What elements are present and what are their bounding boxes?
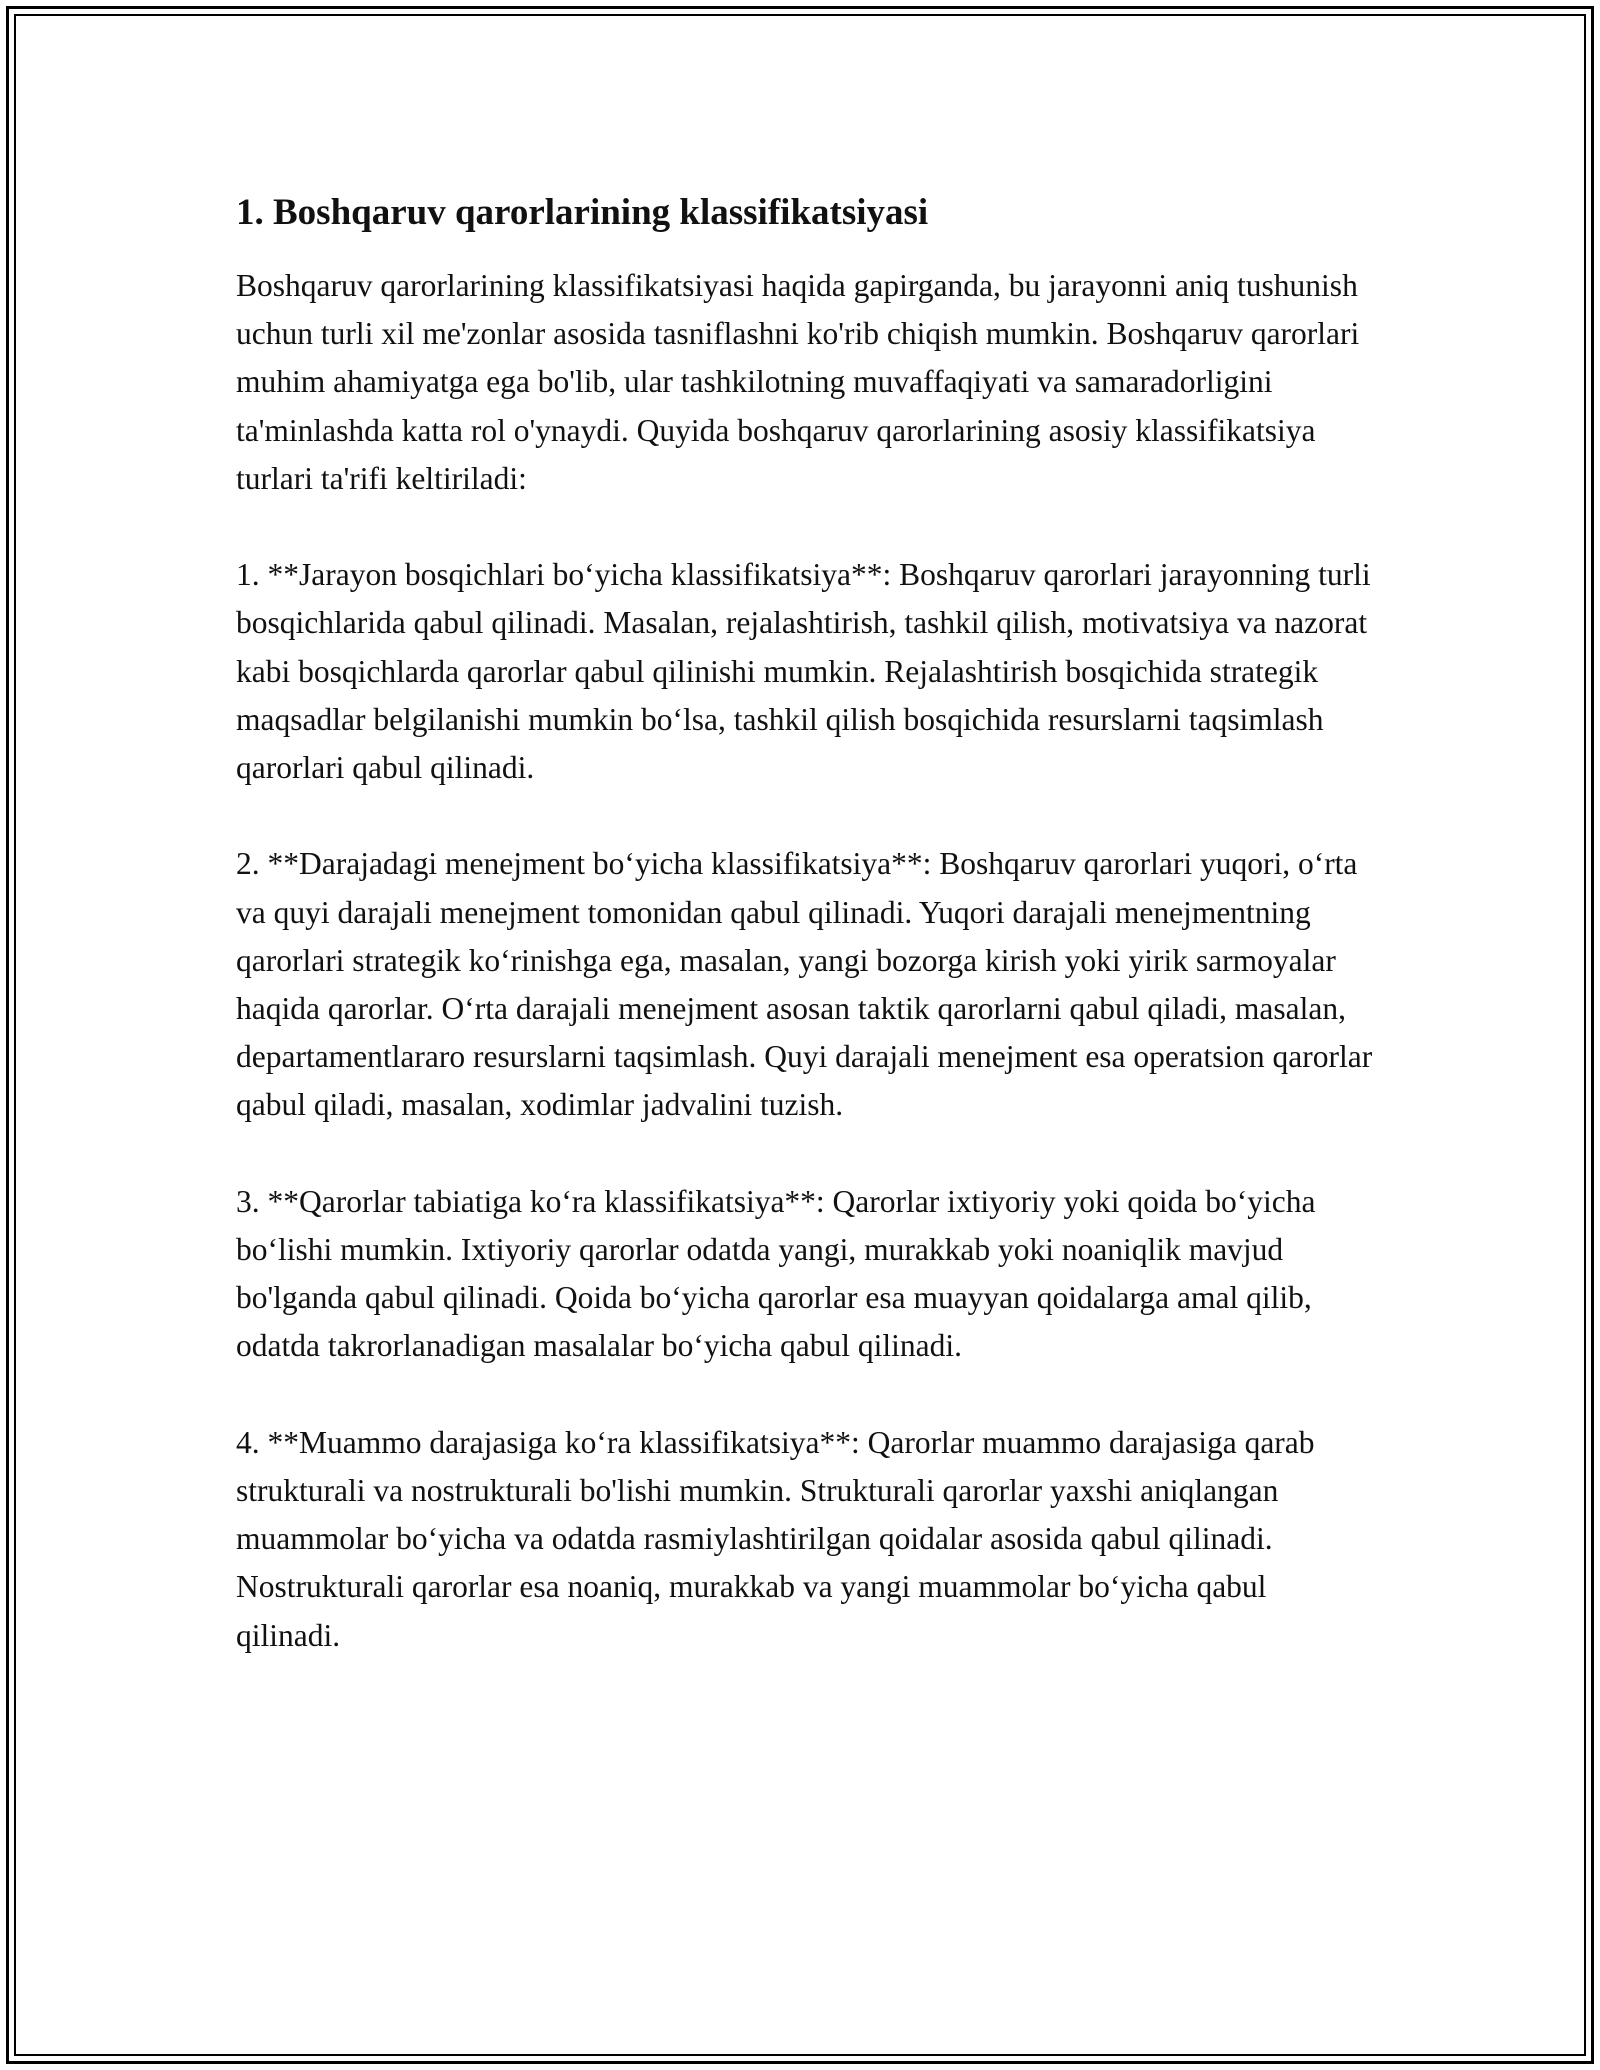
intro-paragraph: Boshqaruv qarorlarining klassifikatsiyasi haqida gapirganda, bu jarayonni aniq tushunish uchun turli xil me'zonlar asosida tasniflashni ko'rib chiqish mumkin. Boshqaruv qarorlari muhim ahamiyatga ega bo'lib, ular tashkilotning muvaffaqiyati va samaradorligini ta'minlashda katta rol o'ynaydi. Quyida boshqaruv qarorlarining asosiy klassifikatsiya turlari ta'rifi keltiriladi: bbox=[236, 268, 1360, 496]
paragraph-item-1: 1. **Jarayon bosqichlari bo‘yicha klassifikatsiya**: Boshqaruv qarorlari jarayonning turli bosqichlarida qabul qilinadi. Masalan, rejalashtirish, tashkil qilish, motivatsiya va nazorat kabi bosqichlarda qarorlar qabul qilinishi mumkin. Rejalashtirish bosqichida strategik maqsadlar belgilanishi mumkin bo‘lsa, tashkil qilish bosqichida resurslarni taqsimlash qarorlari qabul qilinadi. bbox=[236, 557, 1371, 786]
paragraph-item-2: 2. **Darajadagi menejment bo‘yicha klassifikatsiya**: Boshqaruv qarorlari yuqori, o‘rta va quyi darajali menejment tomonidan qabul qilinadi. Yuqori darajali menejmentning qarorlari strategik ko‘rinishga ega, masalan, yangi bozorga kirish yoki yirik sarmoyalar haqida qarorlar. O‘rta darajali menejment asosan taktik qarorlarni qabul qiladi, masalan, departamentlararo resurslarni taqsimlash. Quyi darajali menejment esa operatsion qarorlar qabul qiladi, masalan, xodimlar jadvalini tuzish. bbox=[236, 846, 1373, 1123]
page-title: 1. Boshqaruv qarorlarining klassifikatsiyasi bbox=[236, 192, 929, 233]
document-body bbox=[236, 188, 1376, 1660]
paragraph-item-4: 4. **Muammo darajasiga ko‘ra klassifikatsiya**: Qarorlar muammo darajasiga qarab strukturali va nostrukturali bo'lishi mumkin. Strukturali qarorlar yaxshi aniqlangan muammolar bo‘yicha va odatda rasmiylashtirilgan qoidalar asosida qabul qilinadi. Nostrukturali qarorlar esa noaniq, murakkab va yangi muammolar bo‘yicha qabul qilinadi. bbox=[236, 1424, 1315, 1653]
paragraph-item-3: 3. **Qarorlar tabiatiga ko‘ra klassifikatsiya**: Qarorlar ixtiyoriy yoki qoida bo‘yicha bo‘lishi mumkin. Ixtiyoriy qarorlar odatda yangi, murakkab yoki noaniqlik mavjud bo'lganda qabul qilinadi. Qoida bo‘yicha qarorlar esa muayyan qoidalarga amal qilib, odatda takrorlanadigan masalalar bo‘yicha qabul qilinadi. bbox=[236, 1183, 1316, 1364]
